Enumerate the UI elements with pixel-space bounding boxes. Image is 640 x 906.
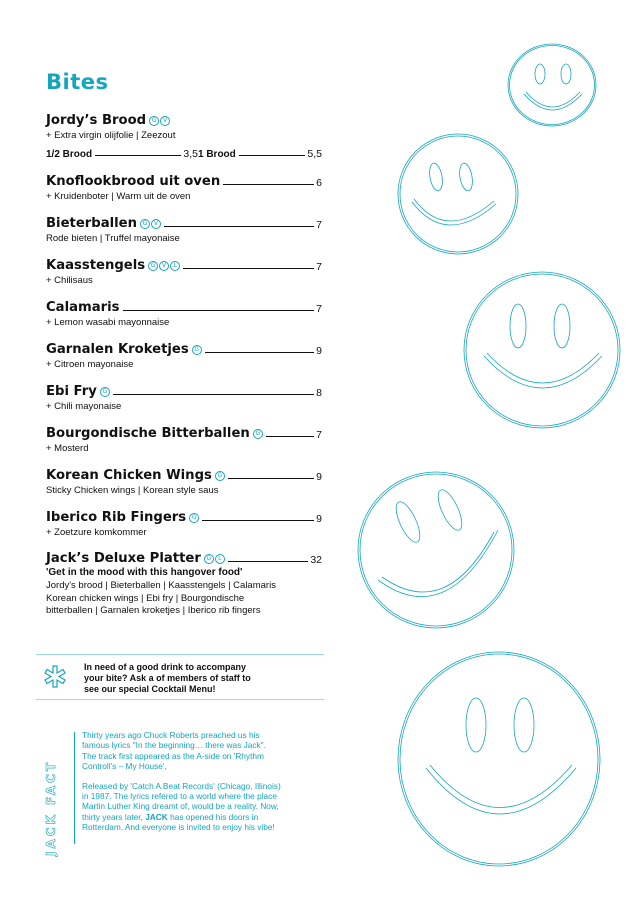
item-name: Korean Chicken Wings: [46, 468, 212, 483]
menu-item: [46, 384, 322, 414]
vegetarian-icon: V: [151, 219, 161, 229]
option-price: 5,5: [307, 147, 322, 160]
item-price: 9: [316, 471, 322, 483]
vegetarian-icon: V: [159, 261, 169, 271]
menu-item: [46, 510, 322, 540]
item-price: 7: [316, 261, 322, 273]
item-name: Bourgondische Bitterballen: [46, 426, 250, 441]
vegetarian-icon: V: [160, 116, 170, 126]
option-price: 3,5: [183, 147, 198, 160]
item-description: + Zoetzure komkommer: [46, 527, 147, 538]
promo-line: see our special Cocktail Menu!: [84, 684, 216, 694]
item-description: + Extra virgin olijfolie | Zeezout: [46, 130, 176, 141]
menu-item: [46, 216, 322, 246]
svg-text:JACK FACT: JACK FACT: [44, 759, 58, 856]
item-name: Jack’s Deluxe Platter: [46, 551, 201, 566]
item-description: + Mosterd: [46, 443, 89, 454]
item-description: Sticky Chicken wings | Korean style saus: [46, 485, 219, 496]
gluten-icon: G: [100, 387, 110, 397]
item-tagline: 'Get in the mood with this hangover food': [46, 567, 243, 578]
item-price: 7: [316, 303, 322, 315]
gluten-icon: G: [140, 219, 150, 229]
item-price: 9: [316, 513, 322, 525]
gluten-icon: G: [192, 345, 202, 355]
item-price: 8: [316, 387, 322, 399]
item-name: Calamaris: [46, 300, 120, 315]
item-price: 6: [316, 177, 322, 189]
gluten-icon: G: [149, 116, 159, 126]
item-name: Kaasstengels: [46, 258, 146, 273]
smiley-icon: [396, 132, 520, 256]
gluten-icon: G: [253, 429, 263, 439]
item-description: Rode bieten | Truffel mayonaise: [46, 233, 180, 244]
item-price: 7: [316, 429, 322, 441]
item-description: + Chilisaus: [46, 275, 93, 286]
option-label: 1/2 Brood: [46, 148, 93, 160]
gluten-icon: G: [148, 261, 158, 271]
item-price: 7: [316, 219, 322, 231]
menu-item: [46, 174, 322, 204]
diet-badges: [149, 116, 170, 126]
gluten-icon: G: [204, 554, 214, 564]
gluten-icon: G: [189, 513, 199, 523]
menu-item: [46, 551, 322, 618]
lactose-icon: L: [170, 261, 180, 271]
item-description: + Kruidenboter | Warm uit de oven: [46, 191, 191, 202]
lactose-icon: L: [215, 554, 225, 564]
asterisk-icon: [42, 664, 68, 690]
item-name: Jordy’s Brood: [46, 113, 147, 128]
item-description: + Lemon wasabi mayonnaise: [46, 317, 170, 328]
cocktail-promo: [36, 654, 324, 700]
item-name: Bieterballen: [46, 216, 137, 231]
option-label: 1 Brood: [198, 148, 236, 160]
smiley-icon: [356, 470, 516, 630]
fact-paragraph: Thirty years ago Chuck Roberts preached us his famous lyrics "In the beginning… there was Jack". The track first appeared as the A-side on 'Rhythm Controll's – My House',: [82, 730, 266, 772]
item-name: Garnalen Kroketjes: [46, 342, 189, 357]
menu-item: [46, 300, 322, 330]
item-name: Knoflookbrood uit oven: [46, 174, 221, 189]
menu-item: [46, 113, 322, 160]
menu-item: [46, 258, 322, 288]
fact-paragraph: Released by 'Catch A Beat Records' (Chicago, Illinois) in 1987. The lyrics refered to a world where the place Martin Luther King dreamt of, would be a reality. Now, thirty years later, JACK has opened his doors in Rotterdam. And everyone is invited to enjoy his vibe!: [82, 780, 281, 833]
cocktail-menu-link: Cocktail Menu!: [151, 684, 216, 694]
item-name: Iberico Rib Fingers: [46, 510, 187, 525]
promo-line: your bite? Ask a of members of staff to: [84, 673, 251, 683]
jack-fact-label: [40, 728, 60, 858]
section-title: Bites: [46, 70, 109, 94]
item-description: + Chili mayonaise: [46, 401, 122, 412]
jack-fact-text: [82, 730, 282, 842]
item-description: Jordy's brood | Bieterballen | Kaasstengels | Calamaris Korean chicken wings | Ebi fry | Bourgondische bitterballen | Garnalen kroketjes | Iberico rib fingers: [46, 580, 276, 616]
item-price: 9: [316, 345, 322, 357]
item-name: Ebi Fry: [46, 384, 97, 399]
smiley-icon: [506, 42, 598, 128]
smiley-icon: [396, 650, 602, 868]
item-description: + Citroen mayonaise: [46, 359, 134, 370]
smiley-icon: [462, 270, 622, 430]
price-options: [46, 148, 322, 160]
menu-item: [46, 426, 322, 456]
fact-divider: [74, 732, 75, 844]
menu-item: [46, 342, 322, 372]
promo-line: In need of a good drink to accompany: [84, 662, 247, 672]
menu-item: [46, 468, 322, 498]
item-price: 32: [310, 554, 322, 566]
gluten-icon: G: [215, 471, 225, 481]
